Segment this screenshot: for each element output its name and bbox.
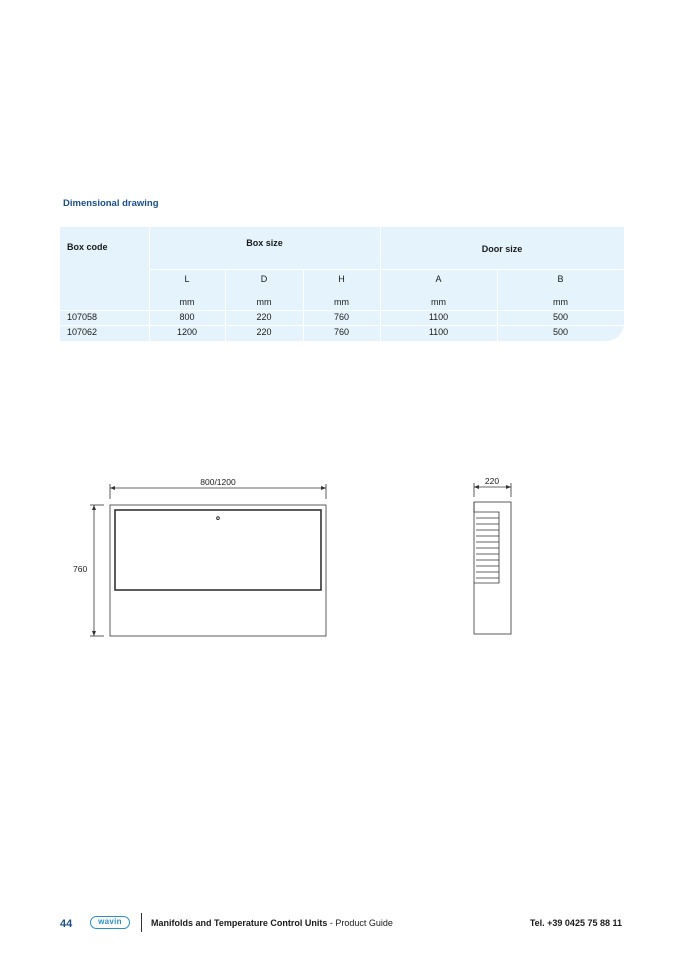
row-2-h: 760 — [333, 327, 350, 337]
row-1-b: 500 — [552, 312, 569, 322]
unit-d: mm — [256, 297, 272, 307]
row-1-code: 107058 — [67, 312, 98, 322]
row-2-code: 107062 — [67, 327, 98, 337]
footer-title-bold: Manifolds and Temperature Control Units — [151, 918, 328, 928]
side-view-outline — [474, 502, 511, 634]
row-2-d: 220 — [256, 327, 272, 337]
unit-b: mm — [553, 297, 568, 307]
lock-label: D — [216, 516, 220, 521]
front-height-label: 760 — [73, 564, 88, 574]
row-2-b: 500 — [552, 327, 569, 337]
wavin-logo: wavin — [90, 916, 130, 929]
column-header-a: A — [435, 274, 442, 284]
front-view-door — [115, 510, 321, 590]
row-1-d: 220 — [256, 312, 272, 322]
column-header-b: B — [557, 274, 564, 284]
front-view-outline — [110, 505, 326, 636]
column-header-d: D — [260, 274, 268, 284]
unit-a: mm — [431, 297, 446, 307]
footer-title-light: - Product Guide — [327, 918, 393, 928]
row-2-l: 1200 — [176, 327, 198, 337]
side-depth-label: 220 — [484, 476, 500, 486]
header-box-code: Box code — [67, 242, 108, 252]
row-2-a: 1100 — [428, 327, 449, 337]
header-door-size: Door size — [481, 244, 523, 254]
side-view-slats — [476, 518, 499, 578]
footer-separator — [141, 913, 142, 932]
header-box-size: Box size — [246, 238, 283, 248]
front-width-label: 800/1200 — [200, 477, 236, 487]
unit-l: mm — [179, 297, 195, 307]
column-header-h: H — [338, 274, 345, 284]
side-view-profile — [474, 502, 499, 583]
row-1-a: 1100 — [428, 312, 449, 322]
section-title: Dimensional drawing — [63, 198, 159, 209]
unit-h: mm — [334, 297, 349, 307]
row-1-h: 760 — [333, 312, 350, 322]
row-1-l: 800 — [179, 312, 195, 322]
column-header-l: L — [184, 274, 190, 284]
footer-telephone: Tel. +39 0425 75 88 11 — [529, 918, 622, 928]
footer-title — [151, 918, 393, 928]
page-number: 44 — [60, 918, 73, 930]
